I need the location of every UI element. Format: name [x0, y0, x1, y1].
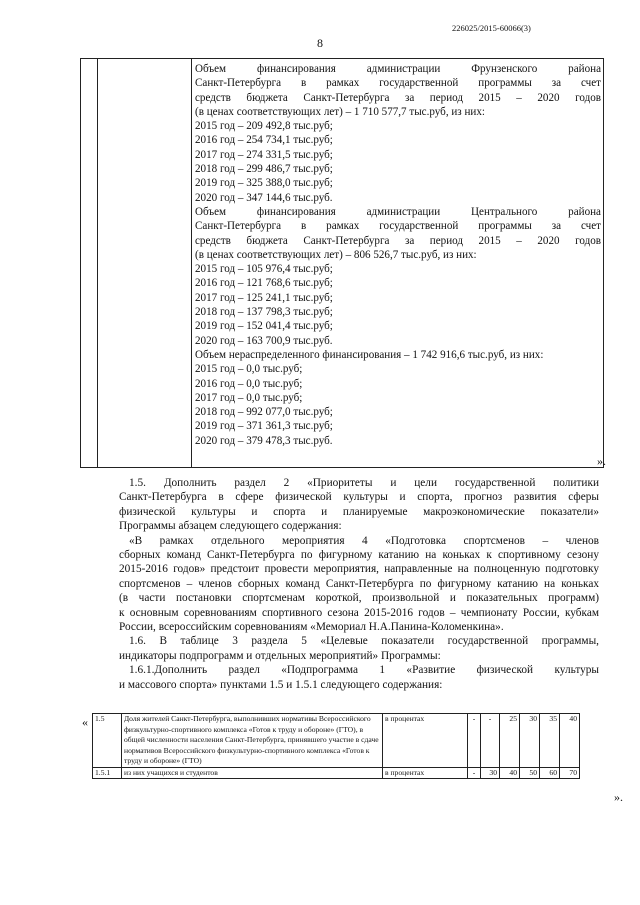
indicator-table	[92, 713, 580, 779]
financing-line: 2016 год – 254 734,1 тыс.руб;	[195, 134, 333, 147]
financing-line: 2015 год – 209 492,8 тыс.руб;	[195, 120, 333, 133]
financing-line: Объем нераспределенного финансирования – 1 742 916,6 тыс.руб, из них:	[195, 348, 544, 361]
financing-line: 2020 год – 163 700,9 тыс.руб.	[195, 334, 333, 347]
financing-line: Санкт-Петербурга в рамках государственной программы за счет	[195, 77, 601, 90]
financing-line: 2016 год – 0,0 тыс.руб;	[195, 377, 303, 390]
paragraph-line: и массового спорта» пунктами 1.5 и 1.5.1 следующего содержания:	[119, 678, 443, 691]
indicator-name: из них учащихся и студентов	[122, 767, 383, 779]
financing-line: 2017 год – 274 331,5 тыс.руб;	[195, 148, 333, 161]
row-number: 1.5	[93, 714, 122, 768]
value-cell: 60	[540, 767, 560, 779]
paragraph-line: 2015-2016 годов» предстоит провести мероприятия, направленные на полноценную подготовку	[119, 563, 599, 576]
paragraph-line: 1.6.1.Дополнить раздел «Подпрограмма 1 «Развитие физической культуры	[129, 664, 599, 677]
financing-line: 2016 год – 121 768,6 тыс.руб;	[195, 277, 333, 290]
value-cell: 25	[500, 714, 520, 768]
row-number: 1.5.1	[93, 767, 122, 779]
value-cell: 50	[520, 767, 540, 779]
closing-quote-mark: ».	[597, 454, 606, 468]
paragraph-line: Программы абзацем следующего содержания:	[119, 520, 342, 533]
financing-line: 2015 год – 0,0 тыс.руб;	[195, 363, 303, 376]
closing-quote-mark: ».	[614, 790, 623, 804]
value-cell: 35	[540, 714, 560, 768]
financing-line: средств бюджета Санкт-Петербурга за период 2015 – 2020 годов	[195, 234, 601, 247]
financing-table	[80, 58, 604, 468]
opening-quote-mark: «	[82, 715, 88, 729]
indicator-unit: в процентах	[383, 767, 468, 779]
financing-line: Объем финансирования администрации Фрунзенского района	[195, 63, 601, 75]
financing-line: 2015 год – 105 976,4 тыс.руб;	[195, 263, 333, 276]
table-row	[93, 767, 580, 779]
document-number: 226025/2015-60066(3)	[452, 23, 531, 33]
financing-line: 2020 год – 379 478,3 тыс.руб.	[195, 434, 333, 447]
table-column-divider	[191, 59, 192, 467]
indicator-unit: в процентах	[383, 714, 468, 768]
paragraph-line: спортсменов – членов сборных команд Санкт-Петербурга по фигурному катанию на коньках	[119, 577, 599, 590]
financing-line: (в ценах соответствующих лет) – 1 710 577,7 тыс.руб, из них:	[195, 105, 485, 118]
value-cell: 70	[560, 767, 580, 779]
page-number: 8	[317, 36, 323, 50]
paragraph-line: Санкт-Петербурга в сфере физической культуры и спорта, прогноз развития сферы	[119, 491, 599, 504]
value-cell: 40	[560, 714, 580, 768]
paragraph-line: 1.5. Дополнить раздел 2 «Приоритеты и цели государственной политики	[129, 477, 599, 489]
financing-line: 2018 год – 992 077,0 тыс.руб;	[195, 406, 333, 419]
financing-line: 2019 год – 152 041,4 тыс.руб;	[195, 320, 333, 333]
financing-line: 2017 год – 0,0 тыс.руб;	[195, 391, 303, 404]
value-cell: -	[468, 767, 481, 779]
paragraph-line: (в части постановки спортсменам короткой, произвольной и показательных программ)	[119, 592, 599, 605]
table-column-divider	[97, 59, 98, 467]
value-cell: 30	[481, 767, 500, 779]
paragraph-line: России, всероссийским соревнованиям «Мемориал Н.А.Панина-Коломенкина».	[119, 621, 504, 634]
financing-line: 2018 год – 137 798,3 тыс.руб;	[195, 306, 333, 319]
value-cell: 30	[520, 714, 540, 768]
financing-line: 2019 год – 325 388,0 тыс.руб;	[195, 177, 333, 190]
value-cell: 40	[500, 767, 520, 779]
table-row	[93, 714, 580, 768]
value-cell: -	[468, 714, 481, 768]
financing-line: Санкт-Петербурга в рамках государственной программы за счет	[195, 220, 601, 233]
financing-line: 2017 год – 125 241,1 тыс.руб;	[195, 291, 333, 304]
paragraph-line: к основным соревнованиям спортивного сезона 2015-2016 годов – чемпионату России, кубкам	[119, 606, 599, 619]
paragraph-line: индикаторы подпрограмм и отдельных мероприятий» Программы:	[119, 649, 441, 662]
financing-line: 2020 год – 347 144,6 тыс.руб.	[195, 191, 333, 204]
financing-line: Объем финансирования администрации Центрального района	[195, 205, 601, 218]
financing-text	[195, 62, 601, 448]
financing-line: 2018 год – 299 486,7 тыс.руб;	[195, 163, 333, 176]
paragraph-line: 1.6. В таблице 3 раздела 5 «Целевые показатели государственной программы,	[129, 635, 599, 648]
section-1-5-text	[119, 476, 599, 692]
financing-line: (в ценах соответствующих лет) – 806 526,7 тыс.руб, из них:	[195, 248, 477, 261]
paragraph-line: физической культуры и спорта и планируемые макроэкономические показатели»	[119, 505, 599, 518]
indicator-name: Доля жителей Санкт-Петербурга, выполнивших нормативы Всероссийского физкультурно-спортивного комплекса «Готов к труду и обороне» (ГТО), в общей численности населения Санкт-Петербурга, принявшего участие в сдаче нормативов Всероссийского физкультурно-спортивного комплекса «Готов к труду и обороне» (ГТО)	[122, 714, 383, 768]
value-cell: -	[481, 714, 500, 768]
paragraph-line: сборных команд Санкт-Петербурга по фигурному катанию на коньках к спортивному сезону	[119, 549, 599, 562]
financing-line: средств бюджета Санкт-Петербурга за период 2015 – 2020 годов	[195, 91, 601, 104]
paragraph-line: «В рамках отдельного мероприятия 4 «Подготовка спортсменов – членов	[129, 534, 599, 547]
financing-line: 2019 год – 371 361,3 тыс.руб;	[195, 420, 333, 433]
